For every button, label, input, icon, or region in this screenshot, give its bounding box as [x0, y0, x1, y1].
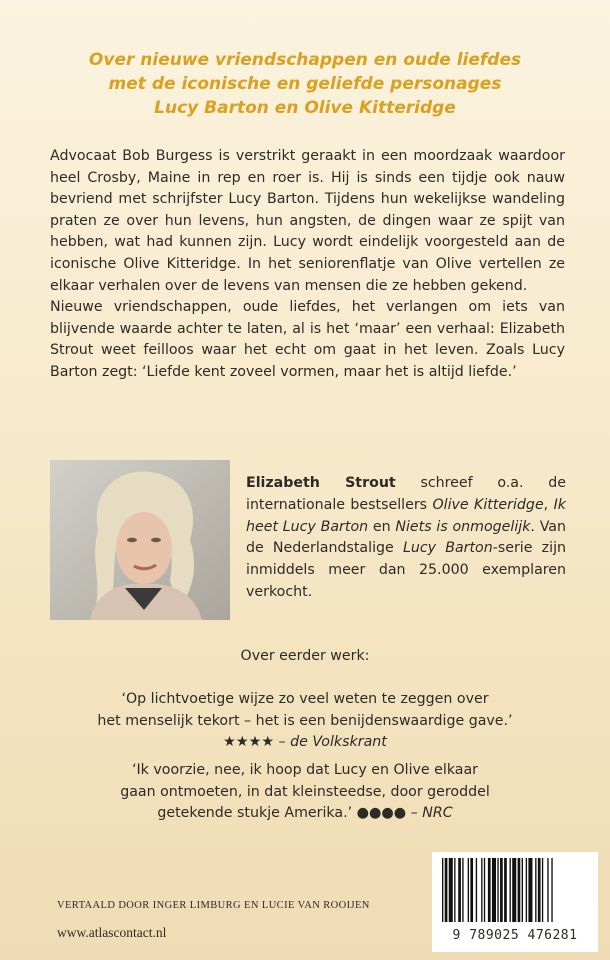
barcode [432, 852, 598, 952]
barcode-bar [510, 858, 511, 922]
barcode-bar [462, 858, 463, 922]
author-photo [50, 460, 230, 620]
isbn-number: 9 789025 476281 [452, 928, 578, 943]
book-title: Lucy Barton [402, 540, 493, 557]
blurb-paragraph: Nieuwe vriendschappen, oude liefdes, het verlangen om iets van blijvende waarde achter te laten, al is het ‘maar’ een verhaal: Elizabeth Strout weet feilloos waar het echt om gaat in het leven. Zoals Lucy Barton zegt: ‘Liefde kent zoveel vormen, maar het is altijd liefde.’ [50, 299, 565, 380]
quote-line: ‘Op lichtvoetige wijze zo veel weten te zeggen over [121, 691, 489, 707]
bio-text: -serie zijn inmiddels meer dan 25.000 exemplaren verkocht. [246, 540, 566, 600]
book-title: Olive Kitteridge [432, 496, 544, 513]
barcode-bar [500, 858, 503, 922]
rating-dots: ●●●● [356, 805, 407, 821]
bio-text: en [368, 518, 396, 535]
tagline [30, 48, 580, 120]
bio-text: . Van de Nederlandstalige [246, 518, 566, 557]
barcode-bar [476, 858, 477, 922]
author-portrait-image [50, 460, 230, 620]
barcode-bar [468, 858, 469, 922]
barcode-bar [528, 858, 532, 922]
rating-stars: ★★★★ [223, 734, 275, 750]
barcode-bar [535, 858, 536, 922]
translator-credit: VERTAALD DOOR INGER LIMBURG EN LUCIE VAN ROOIJEN [57, 900, 370, 911]
quote-attribution [40, 732, 570, 754]
tagline-line: Over nieuwe vriendschappen en oude liefdes [88, 50, 522, 70]
blurb [50, 146, 565, 384]
barcode-bar [449, 858, 453, 922]
barcode-bars [432, 852, 598, 926]
review-quote [40, 689, 570, 754]
author-bio [246, 473, 566, 604]
quote-line: gaan ontmoeten, in dat kleinsteedse, door geroddel [120, 783, 490, 800]
barcode-bar [551, 858, 552, 922]
barcode-bar [497, 858, 498, 922]
quote-line: het menselijk tekort – het is een benijdenswaardige gave.’ [97, 712, 513, 729]
barcode-bar [442, 858, 443, 922]
barcode-bar [458, 858, 461, 922]
barcode-bar [526, 858, 527, 922]
quote-source: NRC [422, 805, 453, 821]
publisher-website[interactable]: www.atlascontact.nl [57, 925, 167, 940]
quote-source: de Volkskrant [290, 734, 387, 750]
quote-line [40, 803, 570, 825]
barcode-bar [488, 858, 491, 922]
dash: – [274, 734, 291, 750]
tagline-line: met de iconische en geliefde personages [108, 74, 502, 94]
barcode-bar [454, 858, 455, 922]
barcode-bar [542, 858, 543, 922]
dash: – [406, 805, 423, 821]
quote-line: ‘Ik voorzie, nee, ik hoop dat Lucy en Olive elkaar [131, 762, 479, 778]
bio-text: , [543, 496, 554, 513]
review-quote [40, 760, 570, 825]
barcode-bar [522, 858, 523, 922]
bio-text: schreef o.a. de internationale bestsellers [246, 475, 566, 513]
barcode-bar [538, 858, 541, 922]
quote-line-text: getekende stukje Amerika.’ [157, 805, 357, 821]
author-name: Elizabeth Strout [246, 475, 396, 491]
book-title: Niets is onmogelijk [395, 518, 531, 535]
barcode-bar [547, 858, 548, 922]
previous-work-heading: Over eerder werk: [240, 648, 370, 664]
barcode-bar [481, 858, 482, 922]
barcode-bar [492, 858, 496, 922]
tagline-line: Lucy Barton en Olive Kitteridge [154, 98, 456, 118]
barcode-bar [445, 858, 448, 922]
book-title: Ik heet Lucy Barton [246, 496, 566, 535]
blurb-paragraph: Advocaat Bob Burgess is verstrikt geraakt in een moordzaak waardoor heel Crosby, Maine in rep en roer is. Hij is sinds een tijdje ook nauw bevriend met schrijfster Lucy Barton. Tijdens hun wekelijkse wandeling praten ze over hun levens, hun angsten, de dingen waar ze spijt van hebben, wat had kunnen zijn. Lucy wordt eindelijk voorgesteld aan de iconische Olive Kitteridge. In het seniorenflatje van Olive vertellen ze elkaar verhalen over de levens van mensen die ze hebben gekend. [50, 148, 565, 294]
barcode-bar [504, 858, 507, 922]
barcode-bar [518, 858, 521, 922]
barcode-bar [484, 858, 485, 922]
barcode-bar [470, 858, 473, 922]
barcode-bar [512, 858, 516, 922]
